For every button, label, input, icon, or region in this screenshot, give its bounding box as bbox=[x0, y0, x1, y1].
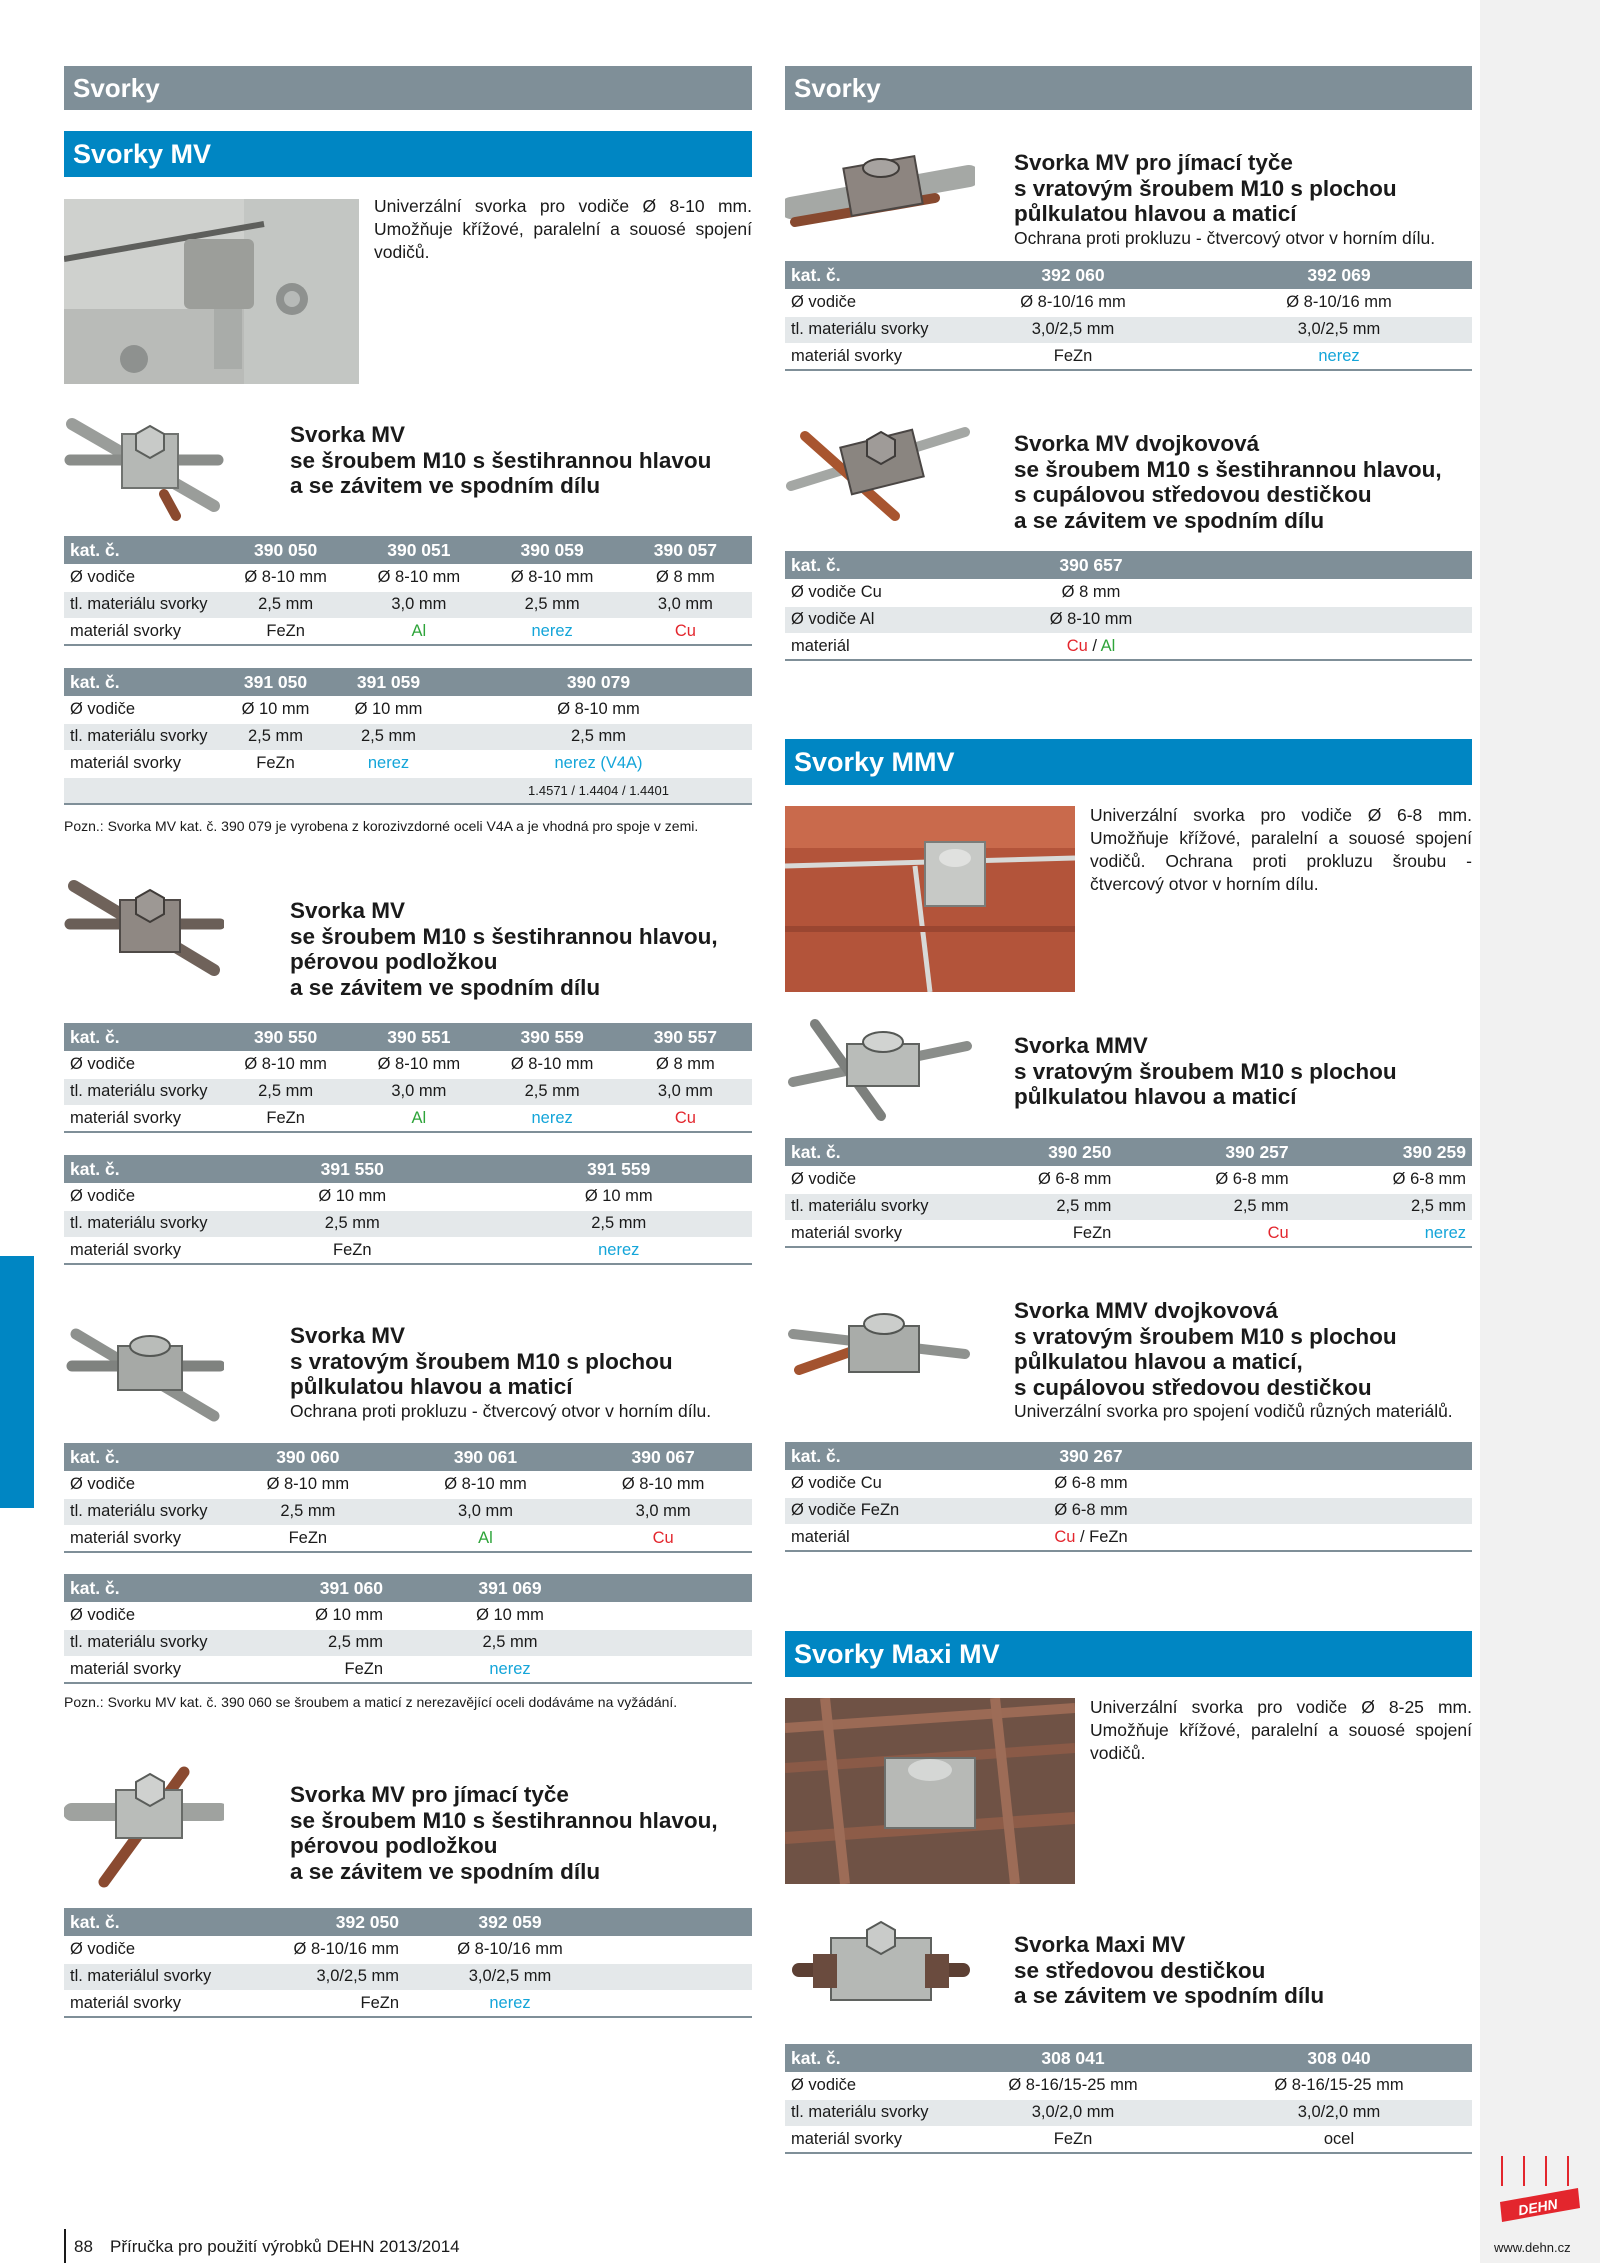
svg-text:DEHN: DEHN bbox=[1516, 2195, 1559, 2219]
photo-maxi-mv-installation bbox=[785, 1698, 1075, 1884]
intro-text-maxi: Univerzální svorka pro vodiče Ø 8-25 mm. Umožňuje křížové, paralelní a souosé spojení vodičů. bbox=[1090, 1697, 1472, 1763]
product-title-p7: Svorka MMV s vratovým šroubem M10 s plochou půlkulatou hlavou a maticí bbox=[1014, 1033, 1397, 1109]
spec-table-p9: kat. č. 308 041 308 040 Ø vodiče Ø 8-16/15-25 mm Ø 8-16/15-25 mm tl. materiálu svorky 3,0/2,0 mm 3,0/2,0 mm materiál svorky FeZn ocel bbox=[785, 2044, 1472, 2154]
chapter-tab bbox=[0, 1256, 34, 1508]
right-margin-strip bbox=[1480, 0, 1600, 2263]
footer-divider bbox=[64, 2229, 66, 2263]
product-image-svorka-maxi-mv bbox=[785, 1914, 975, 2024]
product-title-p9: Svorka Maxi MV se středovou destičkou a se závitem ve spodním dílu bbox=[1014, 1932, 1325, 2008]
spec-table-p2-a: kat. č. 390 550 390 551 390 559 390 557 Ø vodiče Ø 8-10 mm Ø 8-10 mm Ø 8-10 mm Ø 8 mm tl. materiálu svorky 2,5 mm 3,0 mm 2,5 mm 3,0 mm materiál svorky FeZn Al nerez Cu bbox=[64, 1023, 752, 1133]
product-title-p1: Svorka MV se šroubem M10 s šestihrannou hlavou a se závitem ve spodním dílu bbox=[290, 422, 712, 498]
product-image-svorka-mv-bimetal bbox=[785, 412, 975, 522]
spec-table-p3-b: kat. č. 391 060 391 069 Ø vodiče Ø 10 mm Ø 10 mm tl. materiálu svorky 2,5 mm 2,5 mm materiál svorky FeZn nerez bbox=[64, 1574, 752, 1684]
website-url: www.dehn.cz bbox=[1494, 2240, 1571, 2255]
spec-table-p3-a: kat. č. 390 060 390 061 390 067 Ø vodiče Ø 8-10 mm Ø 8-10 mm Ø 8-10 mm tl. materiálu svorky 2,5 mm 3,0 mm 3,0 mm materiál svorky FeZn Al Cu bbox=[64, 1443, 752, 1553]
footer-title: Příručka pro použití výrobků DEHN 2013/2014 bbox=[110, 2237, 460, 2256]
spec-table-p6: kat. č. 390 657 Ø vodiče Cu Ø 8 mm Ø vodiče Al Ø 8-10 mm materiál Cu / Al bbox=[785, 551, 1472, 661]
spec-table-p8: kat. č. 390 267 Ø vodiče Cu Ø 6-8 mm Ø vodiče FeZn Ø 6-8 mm materiál Cu / FeZn bbox=[785, 1442, 1472, 1552]
section-header-svorky-maxi-mv: Svorky Maxi MV bbox=[785, 1631, 1472, 1677]
spec-table-p4: kat. č. 392 050 392 059 Ø vodiče Ø 8-10/16 mm Ø 8-10/16 mm tl. materiálul svorky 3,0/2,5 mm 3,0/2,5 mm materiál svorky FeZn nerez bbox=[64, 1908, 752, 2018]
intro-text-mmv: Univerzální svorka pro vodiče Ø 6-8 mm. Umožňuje křížové, paralelní a souosé spojení vodičů. Ochrana proti prokluzu šroubu - čtvercový otvor v horním dílu. bbox=[1090, 805, 1472, 894]
product-title-p4: Svorka MV pro jímací tyče se šroubem M10 s šestihrannou hlavou, pérovou podložkou a se závitem ve spodním dílu bbox=[290, 1782, 718, 1884]
product-title-p5: Svorka MV pro jímací tyče s vratovým šroubem M10 s plochou půlkulatou hlavou a maticí Ochrana proti prokluzu - čtvercový otvor v horním dílu. bbox=[1014, 150, 1436, 248]
spec-table-p1-a: kat. č. 390 050 390 051 390 059 390 057 Ø vodiče Ø 8-10 mm Ø 8-10 mm Ø 8-10 mm Ø 8 mm tl. materiálu svorky 2,5 mm 3,0 mm 2,5 mm 3,0 mm materiál svorky FeZn Al nerez Cu bbox=[64, 536, 752, 646]
product-title-p6: Svorka MV dvojkovová se šroubem M10 s šestihrannou hlavou, s cupálovou středovou destičkou a se závitem ve spodním dílu bbox=[1014, 431, 1442, 533]
dehn-logo bbox=[1494, 2152, 1586, 2226]
spec-table-p1-b: kat. č. 391 050 391 059 390 079 Ø vodiče Ø 10 mm Ø 10 mm Ø 8-10 mm tl. materiálu svorky 2,5 mm 2,5 mm 2,5 mm materiál svorky FeZn nerez nerez (V4A) 1.4571 / 1.4404 / 1.4401 bbox=[64, 668, 752, 805]
product-image-svorka-mmv-bimetal bbox=[785, 1296, 975, 1406]
note-p1: Pozn.: Svorka MV kat. č. 390 079 je vyrobena z korozivzdorné oceli V4A a je vhodná pro spoje v zemi. bbox=[64, 818, 699, 834]
product-image-svorka-mv-washer bbox=[64, 872, 224, 986]
product-title-p3: Svorka MV s vratovým šroubem M10 s plochou půlkulatou hlavou a maticí Ochrana proti prokluzu - čtvercový otvor v horním dílu. bbox=[290, 1323, 712, 1421]
spec-table-p2-b: kat. č. 391 550 391 559 Ø vodiče Ø 10 mm Ø 10 mm tl. materiálu svorky 2,5 mm 2,5 mm materiál svorky FeZn nerez bbox=[64, 1155, 752, 1265]
spec-table-p5: kat. č. 392 060 392 069 Ø vodiče Ø 8-10/16 mm Ø 8-10/16 mm tl. materiálu svorky 3,0/2,5 mm 3,0/2,5 mm materiál svorky FeZn nerez bbox=[785, 261, 1472, 371]
photo-mmv-installation bbox=[785, 806, 1075, 992]
page-number: 88 bbox=[74, 2237, 93, 2256]
product-image-svorka-mv-carriage bbox=[64, 1312, 224, 1432]
product-title-p8: Svorka MMV dvojkovová s vratovým šroubem M10 s plochou půlkulatou hlavou a maticí, s cupálovou středovou destičkou Univerzální svorka pro spojení vodičů různých materiálů. bbox=[1014, 1298, 1453, 1421]
product-title-p2: Svorka MV se šroubem M10 s šestihrannou hlavou, pérovou podložkou a se závitem ve spodním dílu bbox=[290, 898, 718, 1000]
section-header-svorky: Svorky bbox=[64, 66, 752, 110]
product-image-svorka-mv-rod-carriage bbox=[785, 140, 975, 235]
spec-table-p7: kat. č. 390 250 390 257 390 259 Ø vodiče Ø 6-8 mm Ø 6-8 mm Ø 6-8 mm tl. materiálu svorky 2,5 mm 2,5 mm 2,5 mm materiál svorky FeZn Cu nerez bbox=[785, 1138, 1472, 1248]
section-header-svorky-right: Svorky bbox=[785, 66, 1472, 110]
section-header-svorky-mmv: Svorky MMV bbox=[785, 739, 1472, 785]
intro-text-mv: Univerzální svorka pro vodiče Ø 8-10 mm. Umožňuje křížové, paralelní a souosé spojení vodičů. bbox=[374, 196, 752, 262]
product-image-svorka-mmv bbox=[785, 1012, 975, 1122]
section-header-svorky-mv: Svorky MV bbox=[64, 131, 752, 177]
product-image-svorka-mv-rod-hex bbox=[64, 1762, 224, 1892]
product-image-svorka-mv-hex bbox=[64, 404, 224, 526]
photo-mv-installation bbox=[64, 199, 359, 384]
note-p3: Pozn.: Svorku MV kat. č. 390 060 se šroubem a maticí z nerezavějící oceli dodáváme na vyžádání. bbox=[64, 1694, 678, 1710]
